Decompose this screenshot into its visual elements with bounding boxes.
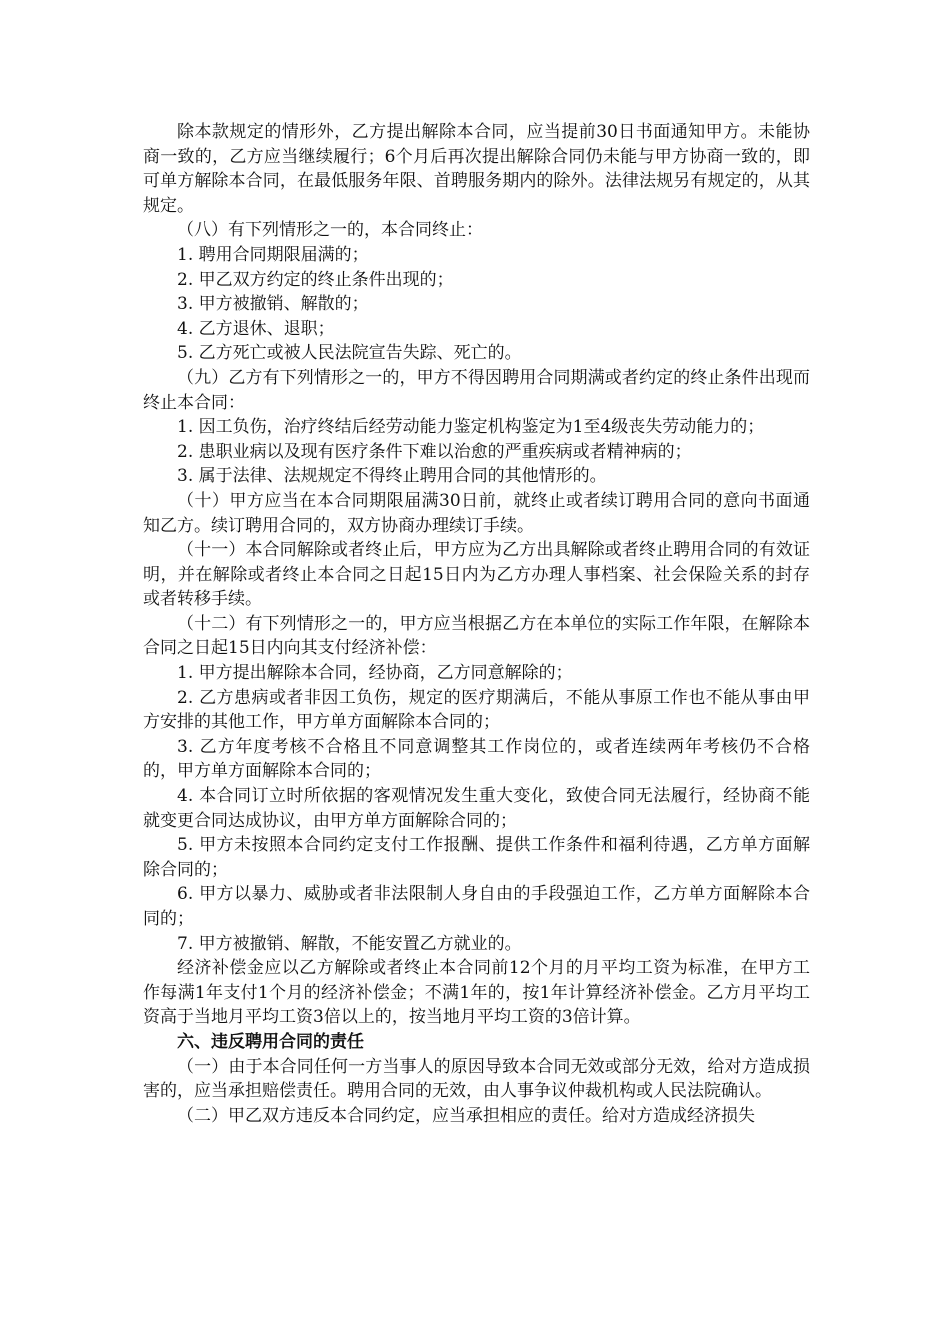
clause-8-heading: （八）有下列情形之一的，本合同终止： — [177, 220, 483, 241]
document-body — [143, 120, 810, 1128]
clause-12-item-2: 2. 乙方患病或者非因工负伤，规定的医疗期满后，不能从事原工作也不能从事由甲方安排的其他工作，甲方单方面解除本合同的； — [143, 687, 810, 733]
clause-12-heading: （十二）有下列情形之一的，甲方应当根据乙方在本单位的实际工作年限，在解除本合同之日起15日内向其支付经济补偿： — [143, 613, 810, 659]
clause-12-item-3: 3. 乙方年度考核不合格且不同意调整其工作岗位的，或者连续两年考核仍不合格的，甲方单方面解除本合同的； — [143, 736, 810, 782]
clause-10: （十）甲方应当在本合同期限届满30日前，就终止或者续订聘用合同的意向书面通知乙方。续订聘用合同的，双方协商办理续订手续。 — [143, 490, 810, 536]
clause-8-item-2: 2. 甲乙双方约定的终止条件出现的； — [177, 269, 454, 290]
clause-8-item-4: 4. 乙方退休、退职； — [177, 318, 335, 339]
compensation-paragraph: 经济补偿金应以乙方解除或者终止本合同前12个月的月平均工资为标准，在甲方工作每满1年支付1个月的经济补偿金；不满1年的，按1年计算经济补偿金。乙方月平均工资高于当地月平均工资3倍以上的，按当地月平均工资的3倍计算。 — [143, 958, 810, 1028]
clause-8-item-1: 1. 聘用合同期限届满的； — [177, 244, 369, 265]
clause-9-item-2: 2. 患职业病以及现有医疗条件下难以治愈的严重疾病或者精神病的； — [177, 441, 692, 462]
clause-12-item-5: 5. 甲方未按照本合同约定支付工作报酬、提供工作条件和福利待遇，乙方单方面解除合同的； — [143, 835, 810, 880]
clause-8-item-5: 5. 乙方死亡或被人民法院宣告失踪、死亡的。 — [177, 343, 522, 364]
clause-8-item-3: 3. 甲方被撤销、解散的； — [177, 294, 369, 315]
clause-12-item-6: 6. 甲方以暴力、威胁或者非法限制人身自由的手段强迫工作，乙方单方面解除本合同的； — [143, 884, 810, 929]
clause-11: （十一）本合同解除或者终止后，甲方应为乙方出具解除或者终止聘用合同的有效证明，并在解除或者终止本合同之日起15日内为乙方办理人事档案、社会保险关系的封存或者转移手续。 — [143, 540, 810, 610]
clause-12-item-1: 1. 甲方提出解除本合同，经协商，乙方同意解除的； — [177, 663, 573, 684]
clause-9-item-3: 3. 属于法律、法规规定不得终止聘用合同的其他情形的。 — [177, 466, 607, 487]
clause-12-item-4: 4. 本合同订立时所依据的客观情况发生重大变化，致使合同无法履行，经协商不能就变更合同达成协议，由甲方单方面解除合同的； — [143, 786, 810, 831]
section-6-clause-2: （二）甲乙双方违反本合同约定，应当承担相应的责任。给对方造成经济损失 — [177, 1105, 755, 1126]
paragraph-termination-notice: 除本款规定的情形外，乙方提出解除本合同，应当提前30日书面通知甲方。未能协商一致的，乙方应当继续履行；6个月后再次提出解除合同仍未能与甲方协商一致的，即可单方解除本合同，在最低服务年限、首聘服务期内的除外。法律法规另有规定的，从其规定。 — [143, 122, 810, 216]
section-6-heading: 六、违反聘用合同的责任 — [177, 1031, 364, 1052]
section-6-clause-1: （一）由于本合同任何一方当事人的原因导致本合同无效或部分无效，给对方造成损害的，应当承担赔偿责任。聘用合同的无效，由人事争议仲裁机构或人民法院确认。 — [143, 1056, 810, 1102]
clause-12-item-7: 7. 甲方被撤销、解散，不能安置乙方就业的。 — [177, 933, 522, 954]
clause-9-item-1: 1. 因工负伤，治疗终结后经劳动能力鉴定机构鉴定为1至4级丧失劳动能力的； — [177, 417, 765, 438]
clause-9-heading: （九）乙方有下列情形之一的，甲方不得因聘用合同期满或者约定的终止条件出现而终止本合同： — [143, 367, 810, 413]
